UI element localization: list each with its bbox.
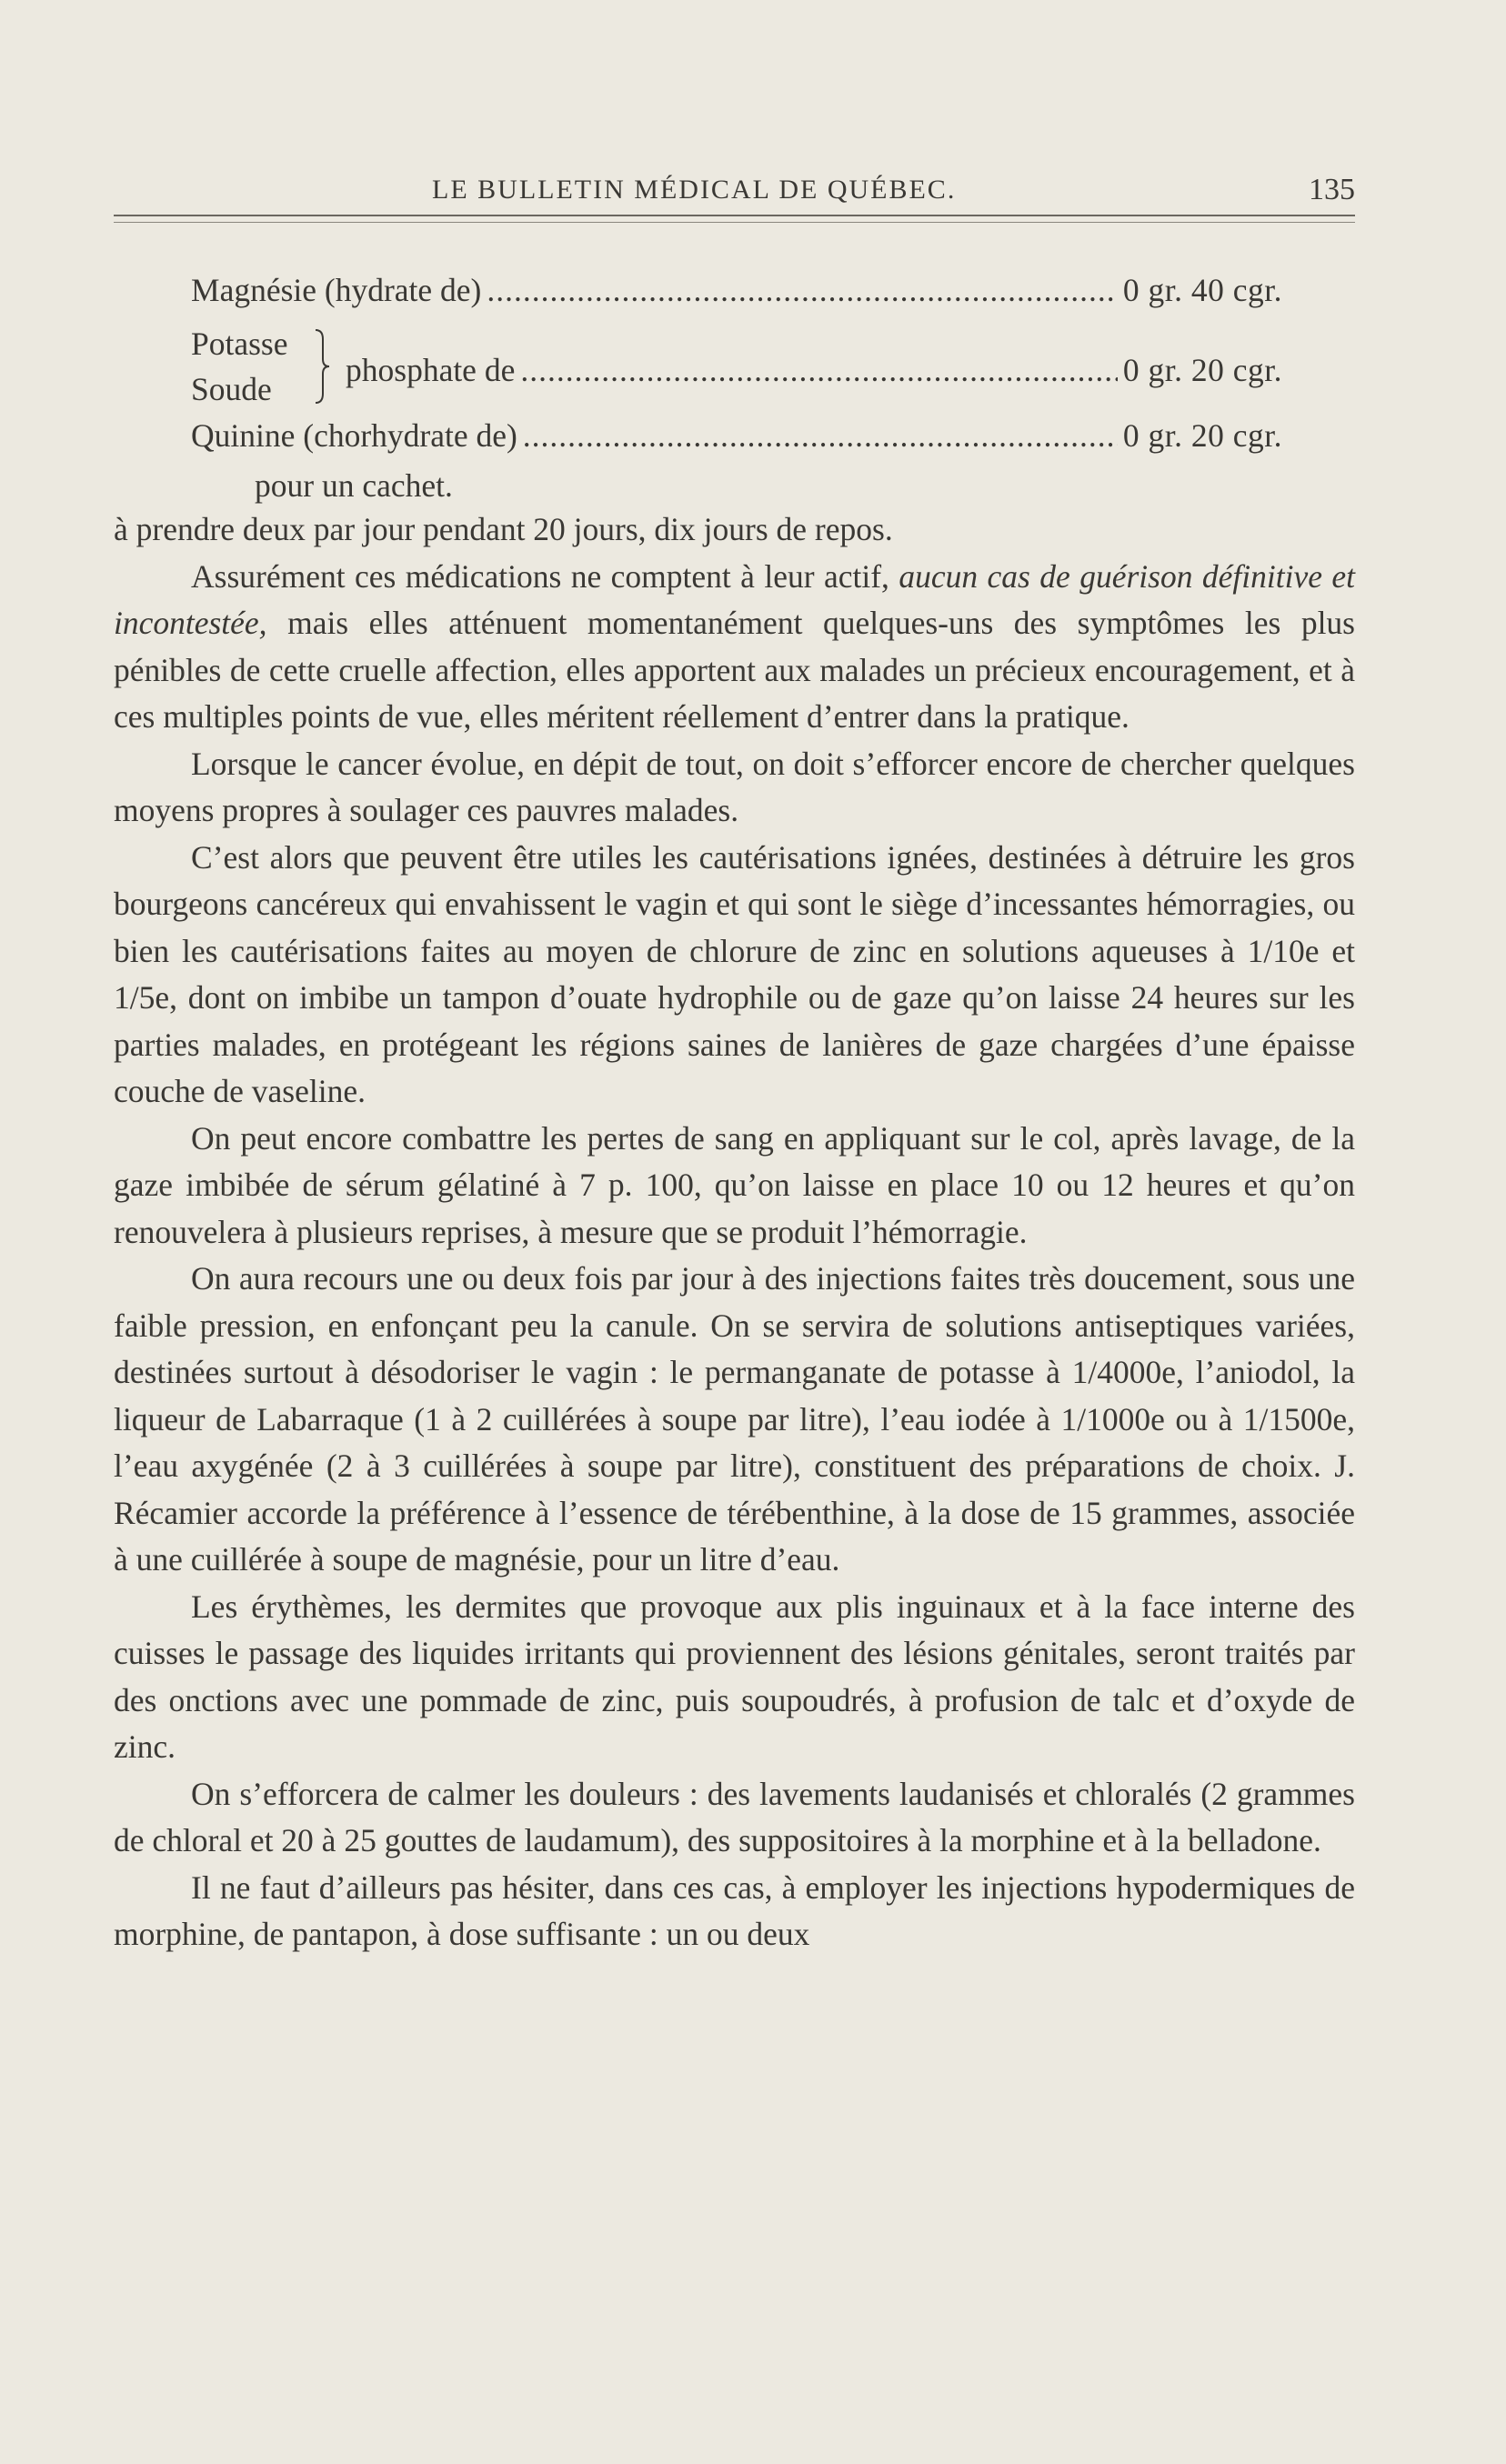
paragraph-cauterisations: C’est alors que peuvent être utiles les cautérisations ignées, destinées à détruire les gros bourgeons cancéreux qui envahissent le vagin et qui sont le siège d’incessantes hémorragies, ou bien les cautérisations faites au moyen de chlorure de zinc en solutions aqueuses à 1/10e et 1/5e, dont on imbibe un tampon d’ouate hydrophile ou de gaze qu’on laisse 24 heures sur les parties malades, en protégeant les régions saines de lanières de gaze chargées d’une épaisse couche de vaseline. — [114, 838, 1355, 1109]
paragraph-erythemes: Les érythèmes, les dermites que provoque aux plis inguinaux et à la face interne des cuisses le passage des liquides irritants qui proviennent des lésions génitales, seront traités par des onctions avec une pommade de zinc, puis soupoudrés, à profusion de talc et d’oxyde de zinc. — [114, 1588, 1355, 1765]
curly-brace-icon — [314, 328, 330, 405]
emphasis-text: aucun cas de guérison définitive et incontestée, — [114, 557, 1356, 641]
paragraph-douleurs: On s’efforcera de calmer les douleurs : des lavements laudanisés et chloralés (2 grammes de chloral et 20 à 25 gouttes de laudamum), des suppositoires à la morphine et à la belladone. — [114, 1775, 1355, 1858]
ingredient-label: Magnésie (hydrate de) — [191, 272, 482, 308]
dot-leader — [523, 414, 1118, 457]
page-header — [114, 164, 1355, 209]
prescription — [114, 268, 1355, 506]
running-head: LE BULLETIN MÉDICAL DE QUÉBEC. — [432, 175, 957, 205]
ingredient-amount: 0 gr. 20 cgr. — [1122, 352, 1282, 388]
paragraph-lorsque: Lorsque le cancer évolue, en dépit de tout, on doit s’efforcer encore de chercher quelques moyens propres à soulager ces pauvres malades. — [114, 745, 1355, 828]
paragraph-injections: On aura recours une ou deux fois par jour à des injections faites très doucement, sous une faible pression, en enfonçant peu la canule. On se servira de solutions antiseptiques variées, destinées surtout à désodoriser le vagin : le permanganate de potasse à 1/4000e, l’aniodol, la liqueur de Labarraque (1 à 2 cuillérées à soupe par litre), l’eau iodée à 1/1000e ou à 1/1500e, l’eau axygénée (2 à 3 cuillérées à soupe par litre), constituent des préparations de choix. J. Récamier accorde la préférence à l’essence de térébenthine, à la dose de 15 grammes, associée à une cuillérée à soupe de magnésie, pour un litre d’eau. — [114, 1260, 1355, 1578]
prescription-line-phosphate — [346, 348, 1282, 392]
paragraph-assurement — [114, 554, 1355, 741]
ingredient-label: phosphate de — [346, 352, 516, 388]
prescription-group-phosphate — [191, 325, 1282, 416]
dot-leader — [520, 348, 1118, 392]
ingredient-amount: 0 gr. 40 cgr. — [1122, 272, 1282, 308]
header-rule-thick — [114, 215, 1355, 216]
paragraph-text: Assurément ces médications ne comptent à leur actif, — [191, 557, 899, 595]
ingredient-potasse: Potasse — [191, 326, 288, 362]
paragraph-text: mais elles atténuent momentanément quelques-uns des symptômes les plus pénibles de cette cruelle affection, elles apportent aux malades un précieux encouragement, et à ces multiples points de vue, elles méritent réellement d’entrer dans la pratique. — [114, 605, 1355, 735]
prescription-line-quinine — [191, 414, 1282, 457]
dot-leader — [487, 268, 1118, 312]
paragraph-pertes-de-sang: On peut encore combattre les pertes de sang en appliquant sur le col, après lavage, de la gaze imbibée de sérum gélatiné à 7 p. 100, qu’on laisse en place 10 ou 12 heures et qu’on renouvelera à plusieurs reprises, à mesure que se produit l’hémorragie. — [114, 1119, 1355, 1250]
ingredient-amount: 0 gr. 20 cgr. — [1122, 417, 1282, 454]
ingredient-soude: Soude — [191, 371, 272, 407]
page-number: 135 — [1309, 173, 1355, 206]
paragraph-dosage: à prendre deux par jour pendant 20 jours, dix jours de repos. — [114, 511, 893, 547]
header-rule-thin — [114, 222, 1355, 223]
prescription-line-magnesie — [191, 268, 1282, 312]
page-body — [114, 268, 1355, 1958]
paragraph-morphine: Il ne faut d’ailleurs pas hésiter, dans ces cas, à employer les injections hypodermiques de morphine, de pantapon, à dose suffisante : un ou deux — [114, 1868, 1355, 1952]
ingredient-label: Quinine (chorhydrate de) — [191, 417, 517, 454]
prescription-note: pour un cachet. — [255, 467, 453, 504]
